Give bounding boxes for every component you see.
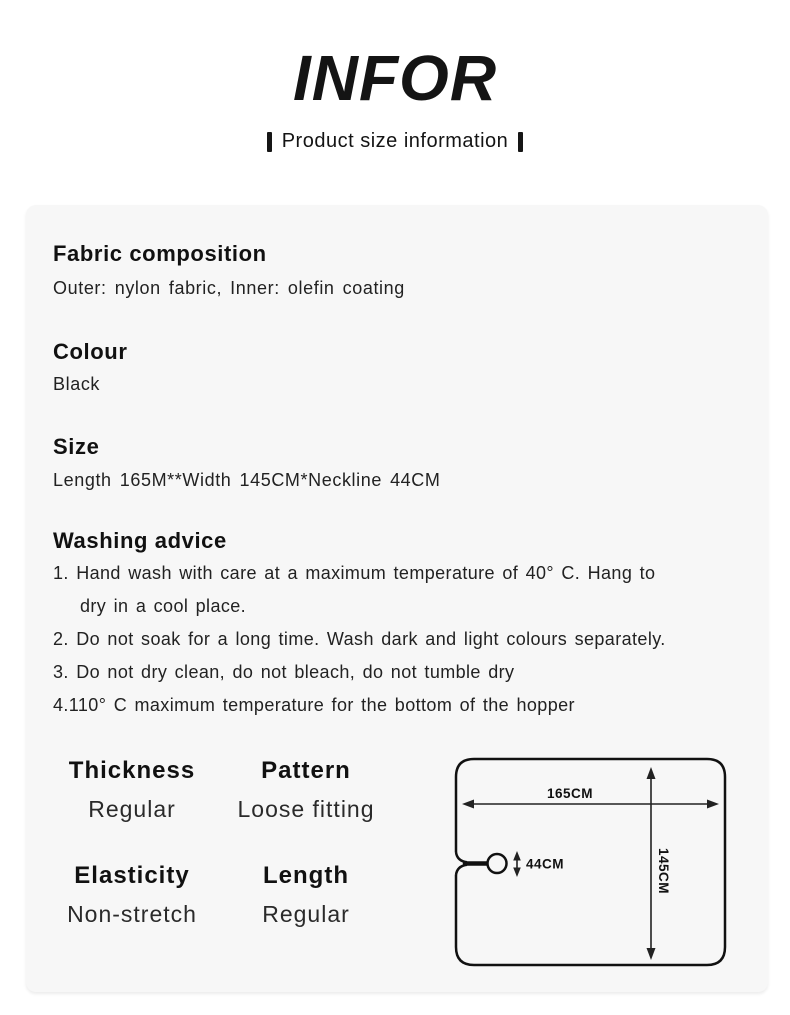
attribute-pattern	[206, 756, 406, 824]
slit-funnel-top	[456, 852, 467, 862]
subtitle-right-bar-icon	[518, 132, 523, 152]
attribute-label: Elasticity	[74, 862, 190, 889]
height-arrow-top-head-icon	[647, 767, 656, 779]
fabric-composition-value: Outer: nylon fabric, Inner: olefin coating	[53, 278, 405, 298]
info-panel	[26, 205, 768, 992]
subtitle-left-bar-icon	[267, 132, 272, 152]
colour-value: Black	[53, 374, 101, 394]
washing-advice-list	[53, 557, 759, 722]
attribute-value: Regular	[262, 901, 350, 927]
attribute-value: Non-stretch	[67, 901, 197, 927]
page-title: INFOR	[292, 42, 498, 114]
subtitle-text: Product size information	[281, 130, 509, 152]
washing-advice-line: 2. Do not soak for a long time. Wash dark and light colours separately.	[53, 629, 666, 649]
attribute-label: Pattern	[261, 757, 351, 784]
neckline-dimension-label: 44CM	[526, 856, 565, 872]
width-arrow-left-head-icon	[462, 800, 474, 809]
attribute-label: Thickness	[68, 757, 196, 784]
attribute-label: Length	[263, 862, 349, 889]
subtitle	[0, 130, 790, 153]
attribute-length	[206, 861, 406, 929]
washing-advice-line: 4.110° C maximum temperature for the bottom of the hopper	[53, 695, 575, 715]
washing-advice-line: 3. Do not dry clean, do not bleach, do not tumble dry	[53, 662, 515, 682]
washing-advice-line: 1. Hand wash with care at a maximum temperature of 40° C. Hang to	[53, 563, 656, 583]
width-dimension-label: 165CM	[546, 786, 594, 801]
neckline-arrow-top-head-icon	[513, 851, 521, 861]
fabric-composition-heading: Fabric composition	[53, 241, 267, 266]
washing-advice-heading: Washing advice	[53, 528, 227, 553]
slit-funnel-bottom	[456, 865, 467, 875]
size-diagram	[440, 748, 740, 983]
neckline-arrow-bottom-head-icon	[513, 868, 521, 878]
washing-advice-line: dry in a cool place.	[80, 596, 247, 616]
height-dimension-label: 145CM	[656, 847, 671, 895]
width-arrow-right-head-icon	[707, 800, 719, 809]
height-arrow-bottom-head-icon	[647, 948, 656, 960]
size-heading: Size	[53, 434, 100, 459]
attribute-value: Regular	[88, 796, 176, 822]
attribute-value: Loose fitting	[237, 796, 375, 822]
size-value: Length 165M**Width 145CM*Neckline 44CM	[53, 470, 441, 490]
neck-hole	[488, 854, 507, 873]
colour-heading: Colour	[53, 339, 128, 364]
